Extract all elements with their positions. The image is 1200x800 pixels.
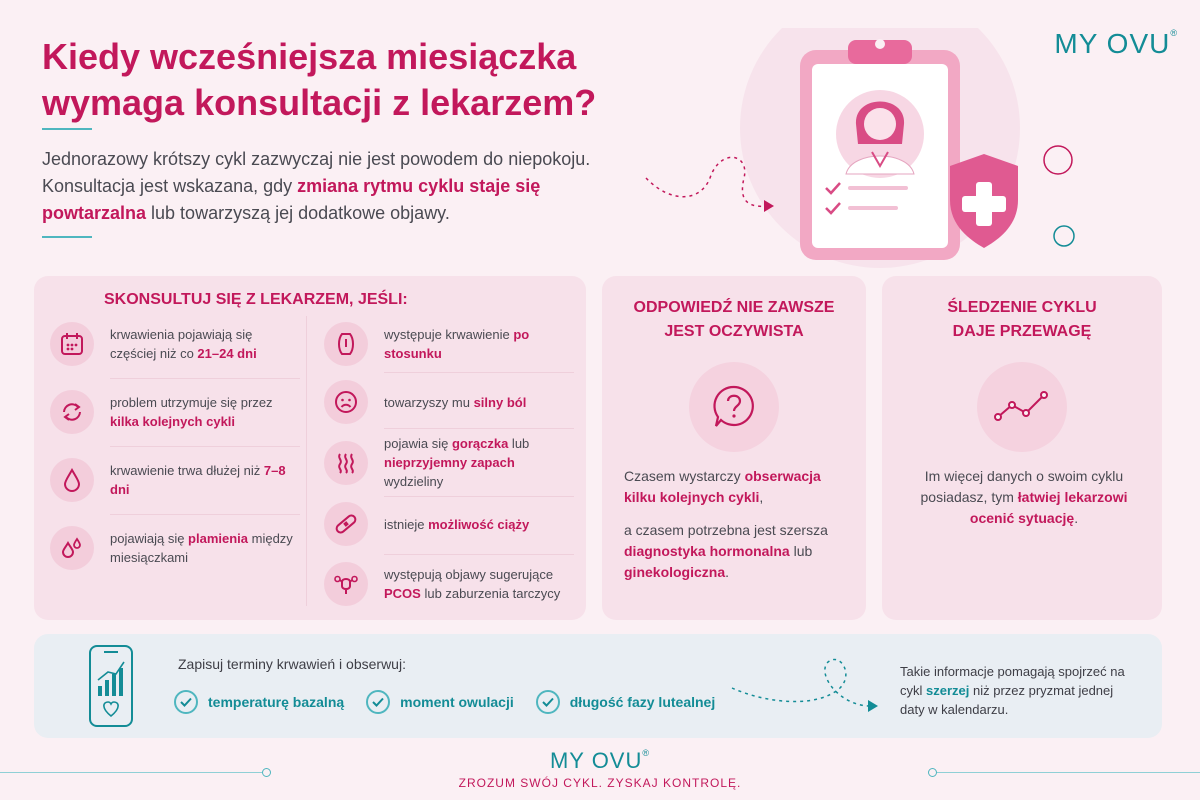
page-title (42, 34, 642, 126)
pregnancy-test-icon (324, 502, 368, 546)
medical-clipboard-illustration (640, 28, 1090, 268)
consult-heading: SKONSULTUJ SIĘ Z LEKARZEM, JEŚLI: (104, 291, 408, 308)
list-item: istnieje możliwość ciąży (324, 502, 574, 546)
tracking-text: Im więcej danych o swoim cyklu posiadasz, tym łatwiej lekarzowi ocenić sytuację. (920, 468, 1128, 526)
observation-banner (34, 634, 1162, 738)
list-item: występują objawy sugerujące PCOS lub zaburzenia tarczycy (324, 562, 574, 606)
intro-highlight: zmiana rytmu cyklu staje się powtarzalna (42, 176, 541, 223)
sad-face-icon (324, 380, 368, 424)
calendar-icon (50, 322, 94, 366)
list-item: pojawiają się plamienia między miesiączkami (50, 526, 300, 570)
question-bubble-icon (689, 362, 779, 452)
consult-doctor-card (34, 276, 586, 620)
list-item: towarzyszy mu silny ból (324, 380, 574, 424)
footer-logo[interactable]: MY OVU® (549, 748, 651, 773)
list-item: krwawienie trwa dłużej niż 7–8 dni (50, 458, 300, 502)
tracking-heading: ŚLEDZENIE CYKLU DAJE PRZEWAGĘ (947, 299, 1097, 340)
phone-chart-icon (86, 644, 136, 728)
decor-circle-icon (1044, 146, 1072, 174)
ovaries-icon (324, 562, 368, 606)
answer-text-2: a czasem potrzebna jest szersza diagnostyka hormonalna lub ginekologiczna. (624, 522, 828, 580)
answer-heading: ODPOWIEDŹ NIE ZAWSZE JEST OCZYWISTA (633, 299, 835, 340)
check-circle-icon (366, 690, 390, 714)
pad-icon (324, 322, 368, 366)
banner-note: Takie informacje pomagają spojrzeć na cykl szerzej niż przez pryzmat jednej daty w kalendarzu. (900, 664, 1125, 717)
divider (42, 128, 92, 130)
answer-card (602, 276, 866, 620)
decor-circle-icon (1054, 226, 1074, 246)
check-item: temperaturę bazalną (174, 690, 344, 714)
heat-waves-icon (324, 441, 368, 485)
dashed-arrow (728, 648, 888, 718)
intro-text: Jednorazowy krótszy cykl zazwyczaj nie jest powodem do niepokoju. Konsultacja jest wskazana, gdy zmiana rytmu cyklu staje się powtarzalna lub towarzyszą jej dodatkowe objawy. (42, 149, 591, 223)
list-item: pojawia się gorączka lub nieprzyjemny zapach wydzieliny (324, 434, 574, 491)
divider (42, 236, 92, 238)
check-circle-icon (536, 690, 560, 714)
list-item: krwawienia pojawiają się częściej niż co 21–24 dni (50, 322, 300, 366)
footer-tagline: ZROZUM SWÓJ CYKL. ZYSKAJ KONTROLĘ. (458, 776, 742, 790)
banner-lead: Zapisuj terminy krwawień i obserwuj: (178, 656, 406, 672)
check-circle-icon (174, 690, 198, 714)
check-item: długość fazy lutealnej (536, 690, 715, 714)
tracking-card (882, 276, 1162, 620)
list-item: występuje krwawienie po stosunku (324, 322, 574, 366)
trend-chart-icon (977, 362, 1067, 452)
title-line-2: wymaga konsultacji z lekarzem? (42, 82, 597, 123)
cycle-arrows-icon (50, 390, 94, 434)
brand-logo[interactable]: MY OVU® (1054, 28, 1178, 59)
title-line-1: Kiedy wcześniejsza miesiączka (42, 36, 577, 77)
check-item: moment owulacji (366, 690, 514, 714)
answer-text-1: Czasem wystarczy obserwacja kilku kolejnych cykli, (624, 468, 821, 505)
list-item: problem utrzymuje się przez kilka kolejnych cykli (50, 390, 300, 434)
drops-icon (50, 526, 94, 570)
drop-icon (50, 458, 94, 502)
observation-checklist (174, 690, 715, 714)
